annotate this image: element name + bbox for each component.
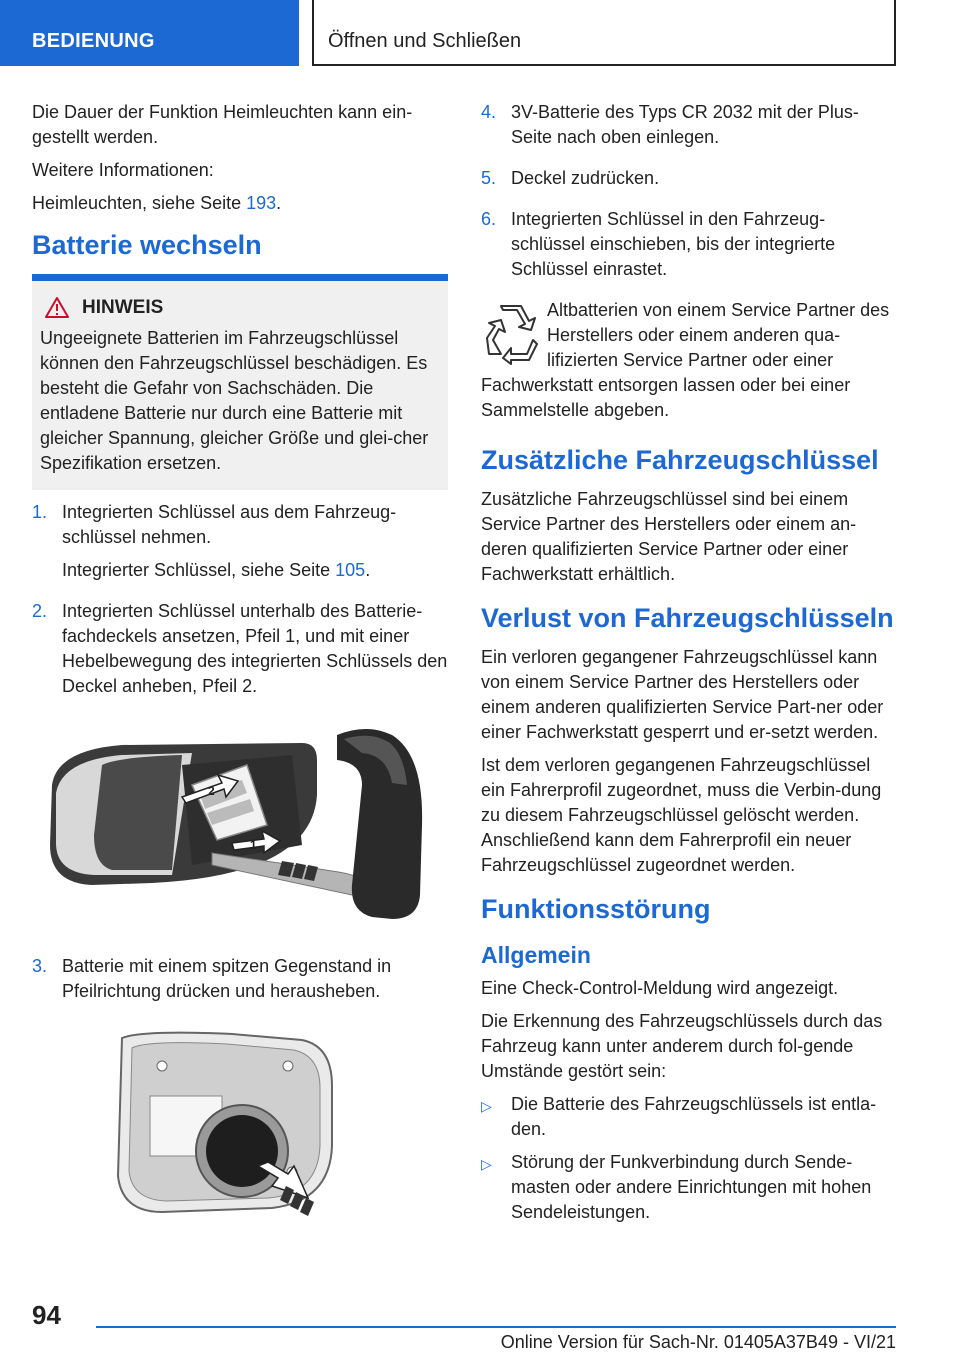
heading-general: Allgemein	[481, 942, 591, 968]
bullet-text: Störung der Funkverbindung durch Sende-masten oder andere Einrichtungen mit hohen Sendeleistungen.	[511, 1152, 872, 1222]
recycle-note	[481, 298, 897, 423]
page-header	[0, 0, 960, 66]
step-number: 2.	[32, 601, 48, 621]
step-number: 6.	[481, 209, 497, 229]
heading-malfunction: Funktionsstörung	[481, 894, 711, 924]
intro-paragraph: Die Dauer der Funktion Heimleuchten kann ein-gestellt werden.	[32, 102, 413, 147]
list-item	[32, 954, 448, 1012]
list-item	[481, 207, 897, 290]
page-footer	[0, 1290, 960, 1362]
general-text-2: Die Erkennung des Fahrzeugschlüssels durch das Fahrzeug kann unter anderem durch fol-gende Umstände gestört sein:	[481, 1011, 883, 1081]
arrow-label-2: 2	[208, 784, 215, 798]
intro-more-info: Weitere Informationen:	[32, 160, 214, 180]
bullet-text: Die Batterie des Fahrzeugschlüssels ist entla-den.	[511, 1094, 877, 1139]
step-number: 4.	[481, 102, 497, 122]
intro-reference: Heimleuchten, siehe Seite 193.	[32, 193, 282, 213]
footer-version-text: Online Version für Sach-Nr. 01405A37B49 - VI/21	[500, 1332, 896, 1352]
heading-additional-keys: Zusätzliche Fahrzeugschlüssel	[481, 445, 879, 475]
page-link-105[interactable]: 105	[335, 560, 366, 580]
step-text: Integrierten Schlüssel unterhalb des Batterie-fachdeckels ansetzen, Pfeil 1, und mit einer Hebelbewegung des integrierten Schlüssels den Deckel anheben, Pfeil 2.	[62, 601, 448, 696]
heading-battery-change: Batterie wechseln	[32, 230, 262, 260]
page-number: 94	[32, 1300, 61, 1330]
step-number: 3.	[32, 956, 48, 976]
page-link-193[interactable]: 193	[246, 193, 277, 213]
additional-keys-text: Zusätzliche Fahrzeugschlüssel sind bei einem Service Partner des Herstellers oder einem an-deren qualifizierten Service Partner oder einer Fachwerkstatt erhältlich.	[481, 489, 857, 584]
lost-keys-text-2: Ist dem verloren gegangenen Fahrzeugschlüssel ein Fahrerprofil zugeordnet, muss die Verbin-dung zu diesem Fahrzeugschlüssel gelöscht werden. Anschließend kann dem Fahrerprofil ein neuer Fahrzeugschlüssel zugeordnet werden.	[481, 755, 882, 875]
list-item	[481, 1150, 897, 1225]
list-item	[481, 1092, 897, 1142]
notice-title: HINWEIS	[82, 297, 164, 318]
notice-body: Ungeeignete Batterien im Fahrzeugschlüssel können den Fahrzeugschlüssel beschädigen. Es besteht die Gefahr von Sachschäden. Die entladene Batterie nur durch eine Batterie mit gleicher Spannung, gleicher Größe und glei-cher Spezifikation ersetzen.	[40, 328, 429, 473]
step-subtext: Integrierter Schlüssel, siehe Seite 105.	[62, 560, 371, 580]
step-number: 5.	[481, 168, 497, 188]
triangle-bullet-icon: ▷	[481, 1098, 492, 1114]
bullet-list	[481, 1092, 897, 1225]
list-item	[32, 500, 448, 591]
list-item	[481, 100, 897, 158]
battery-removal-illustration	[32, 1026, 448, 1233]
key-lever-illustration	[32, 725, 448, 932]
heading-lost-keys: Verlust von Fahrzeugschlüsseln	[481, 603, 894, 633]
step-number: 1.	[32, 502, 48, 522]
chapter-title: Öffnen und Schließen	[312, 0, 896, 66]
list-item	[32, 599, 448, 707]
step-text: 3V-Batterie des Typs CR 2032 mit der Plus-Seite nach oben einlegen.	[511, 102, 859, 147]
left-column	[32, 100, 448, 1255]
steps-list-right	[481, 100, 897, 290]
recycle-icon	[481, 304, 539, 366]
general-text-1: Eine Check-Control-Meldung wird angezeigt.	[481, 978, 839, 998]
triangle-bullet-icon: ▷	[481, 1156, 492, 1172]
warning-icon	[44, 296, 70, 319]
list-item	[481, 166, 897, 199]
steps-list-left-2	[32, 954, 448, 1012]
footer-divider	[96, 1326, 896, 1328]
notice-box	[32, 274, 448, 490]
lost-keys-text-1: Ein verloren gegangener Fahrzeugschlüssel kann von einem Service Partner des Herstellers oder einem anderen qualifizierten Service Part-ner oder einer Fachwerkstatt gesperrt und er-setzt werden.	[481, 647, 884, 742]
right-column	[481, 100, 897, 1233]
step-text: Deckel zudrücken.	[511, 168, 660, 188]
arrow-label-1: 1	[250, 838, 257, 852]
step-text: Integrierten Schlüssel in den Fahrzeug-schlüssel einschieben, bis der integrierte Schlüssel einrastet.	[511, 209, 836, 279]
section-tab[interactable]: BEDIENUNG	[0, 0, 299, 66]
step-text: Batterie mit einem spitzen Gegenstand in Pfeilrichtung drücken und herausheben.	[62, 956, 392, 1001]
step-text: Integrierten Schlüssel aus dem Fahrzeug-schlüssel nehmen.	[62, 502, 397, 547]
steps-list-left	[32, 500, 448, 707]
recycle-text: Altbatterien von einem Service Partner des Herstellers oder einem anderen qua-lifizierten Service Partner oder einer Fachwerkstatt entsorgen lassen oder bei einer Sammelstelle abgeben.	[481, 300, 890, 420]
